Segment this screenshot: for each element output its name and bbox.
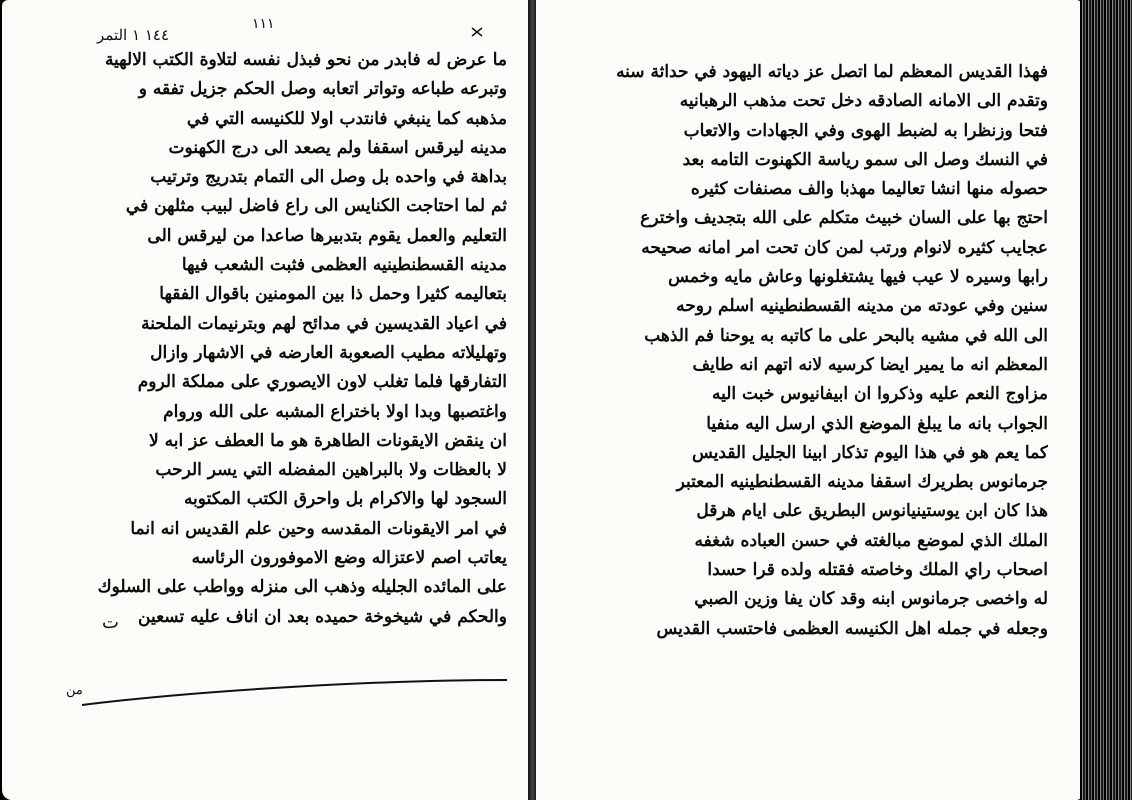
- folio-note: ١٤٤ ١ التمر: [97, 26, 169, 44]
- text-line: في اعياد القديسين في مدائح لهم وبترنيمات الملحنة: [141, 313, 507, 334]
- text-line: سنين وفي عودته من مدينه القسطنطينيه اسلم روحه: [676, 296, 1048, 317]
- text-line: جرمانوس بطريرك اسقفا مدينه القسطنطينيه المعتبر: [676, 472, 1048, 493]
- left-manuscript-page: [2, 0, 533, 800]
- text-line: بداهة في واحده بل وصل الى التمام بتدريج وترتيب: [150, 167, 507, 188]
- text-line: عجايب كثيره لانوام ورتب لمن كان تحت امر امانه صحيحه: [641, 237, 1048, 258]
- page-number: ١١١: [252, 16, 275, 32]
- text-line: له واخصى جرمانوس ابنه وقد كان يفا وزين الصبي: [694, 589, 1048, 610]
- text-line: لا بالعظات ولا بالبراهين المفضله التي يسر الرحب: [155, 460, 507, 481]
- text-line: مدينه القسطنطينيه العظمى فثبت الشعب فيها: [181, 255, 507, 276]
- text-line: هذا كان ابن يوستينيانوس البطريق على ايام هرقل: [696, 501, 1048, 522]
- text-line: مذهبه كما ينبغي فانتدب اولا للكنيسه التي في: [186, 108, 507, 129]
- text-line: وجعله في جمله اهل الكنيسه العظمى فاحتسب القديس: [656, 618, 1048, 639]
- text-line: مدينه ليرقس اسقفا ولم يصعد الى درج الكهنوت: [168, 137, 507, 158]
- text-line: اصحاب راي الملك وخاصته فقتله ولده قرا حسدا: [707, 560, 1048, 581]
- page-edges: [1080, 0, 1132, 800]
- text-line: وتقدم الى الامانه الصادقه دخل تحت مذهب الرهبانيه: [679, 91, 1048, 112]
- text-line: ما عرض له فابدر من نحو فبذل نفسه لتلاوة الكتب الالهية: [104, 50, 507, 70]
- catchword: من: [66, 683, 83, 698]
- text-line: بتعاليمه كثيرا وحمل ذا بين المومنين باقوال الفقها: [159, 284, 507, 305]
- text-line: رابها وسيره لا عيب فيها يشتغلونها وعاش مايه وخمس: [668, 267, 1048, 288]
- text-line: ان ينقض الايقونات الطاهرة هو ما العطف عز ابه لا: [149, 430, 507, 451]
- text-line: في امر الايقونات المقدسه وحين علم القديس انه انما: [130, 518, 507, 539]
- text-line: التعليم والعمل يقوم بتدبيرها صاعدا من ليرقس الى: [147, 225, 507, 246]
- text-line: على المائده الجليله وذهب الى منزله وواطب على السلوك: [97, 577, 507, 598]
- text-line: احتج بها على السان خبيث متكلم على الله بتجديف واخترع: [640, 208, 1048, 229]
- text-line: التفارقها فلما تغلب لاون الايصوري على مملكة الروم: [137, 372, 507, 393]
- text-line: والحكم في شيخوخة حميده بعد ان اناف عليه تسعين: [138, 606, 507, 627]
- text-line: فهذا القديس المعظم لما اتصل عز دياته اليهود في حداثة سنه: [616, 62, 1048, 82]
- text-line: كما يعم هو في هذا اليوم تذكار ابينا الجليل القديس: [692, 442, 1048, 463]
- text-line: مزاوج النعم عليه وذكروا ان ابيفانيوس خبت اليه: [711, 384, 1048, 405]
- text-line: وتهليلاته مطيب الصعوبة العارضه في الاشهار وازال: [150, 342, 507, 363]
- left-text-block: [62, 46, 507, 632]
- text-line: الجواب بانه ما يبلغ الموضع الذي ارسل اليه منفيا: [706, 413, 1048, 434]
- text-line: الى الله في مشيه بالبحر على ما كاتبه به يوحنا فم الذهب: [644, 325, 1048, 346]
- text-line: الملك الذي لموضع مبالغته في حسن العباده شغفه: [694, 530, 1048, 551]
- text-line: واغتصبها وبدا اولا باختراع المشبه على الله وروام: [163, 401, 507, 422]
- right-text-block: [578, 58, 1048, 644]
- text-line: السجود لها والاكرام بل واحرق الكتب المكتوبه: [183, 489, 507, 510]
- text-line: يعاتب اصم لاعتزاله وضع الاموفورون الرئاسه: [191, 548, 507, 569]
- text-line: المعظم انه ما يمير ايضا كرسيه لانه اتهم انه طايف: [692, 354, 1048, 375]
- text-line: وتبرعه طباعه وتواتر اتعابه وصل الحكم جزيل تفقه و: [138, 79, 507, 100]
- text-line: في النسك وصل الى سمو رياسة الكهنوت التامه بعد: [682, 149, 1048, 170]
- margin-mark: ت: [102, 612, 119, 633]
- text-line: فتحا وزنظرا به لضبط الهوى وفي الجهادات والاتعاب: [683, 120, 1048, 141]
- text-line: ثم لما احتاجت الكنايس الى راع فاضل لبيب مثلهن في: [125, 196, 507, 217]
- right-manuscript-page: [536, 0, 1084, 800]
- text-line: حصوله منها انشا تعاليما مهذبا والف مصنفات كثيره: [690, 179, 1048, 200]
